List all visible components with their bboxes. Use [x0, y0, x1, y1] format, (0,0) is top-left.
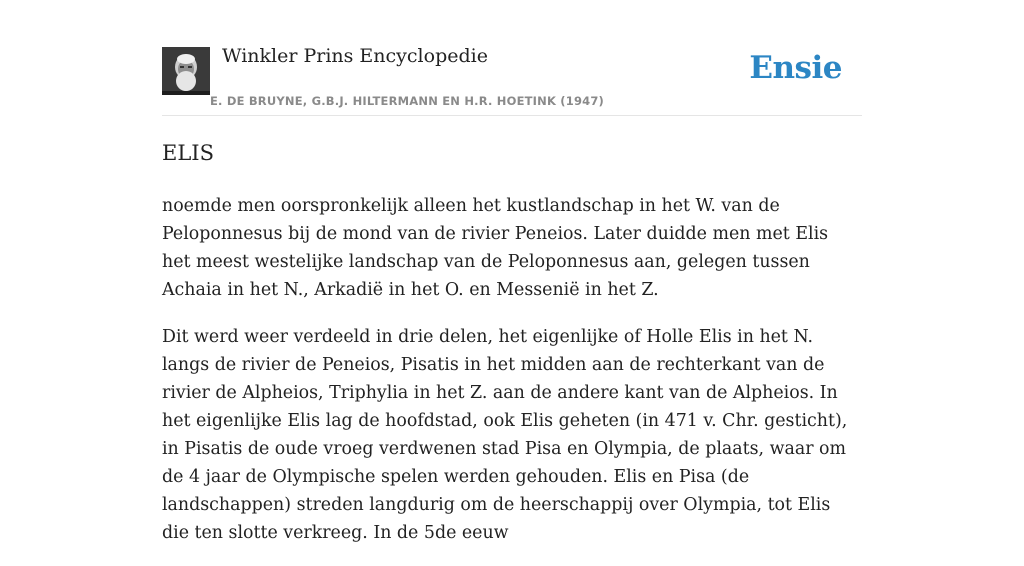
brand-logo[interactable]: Ensie — [749, 50, 842, 86]
article-paragraph: Dit werd weer verdeeld in drie delen, het eigenlijke of Holle Elis in het N. langs de rivier de Peneios, Pisatis in het midden aan de rechterkant van de rivier de Alpheios, Triphylia in het Z. aan de andere kant van de Alpheios. In het eigenlijke Elis lag de hoofdstad, ook Elis geheten (in 471 v. Chr. gesticht), in Pisatis de oude vroeg verdwenen stad Pisa en Olympia, de plaats, waar om de 4 jaar de Olympische spelen werden gehouden. Elis en Pisa (de landschappen) streden langdurig om de heerschappij over Olympia, tot Elis die ten slotte verkreeg. In de 5de eeuw — [162, 327, 848, 543]
source-authors: E. DE BRUYNE, G.B.J. HILTERMANN EN H.R. HOETINK (1947) — [210, 94, 605, 108]
author-portrait-icon[interactable] — [162, 47, 210, 95]
article-title: ELIS — [162, 141, 214, 165]
article-paragraph: noemde men oorspronkelijk alleen het kustlandschap in het W. van de Peloponnesus bij de mond van de rivier Peneios. Later duidde men met Elis het meest westelijke landschap van de Peloponnesus aan, gelegen tussen Achaia in het N., Arkadië in het O. en Messenië in het Z. — [162, 196, 829, 300]
source-title[interactable]: Winkler Prins Encyclopedie — [222, 45, 488, 67]
article-body — [162, 192, 862, 566]
content-container — [162, 0, 862, 543]
source-header — [162, 0, 862, 116]
